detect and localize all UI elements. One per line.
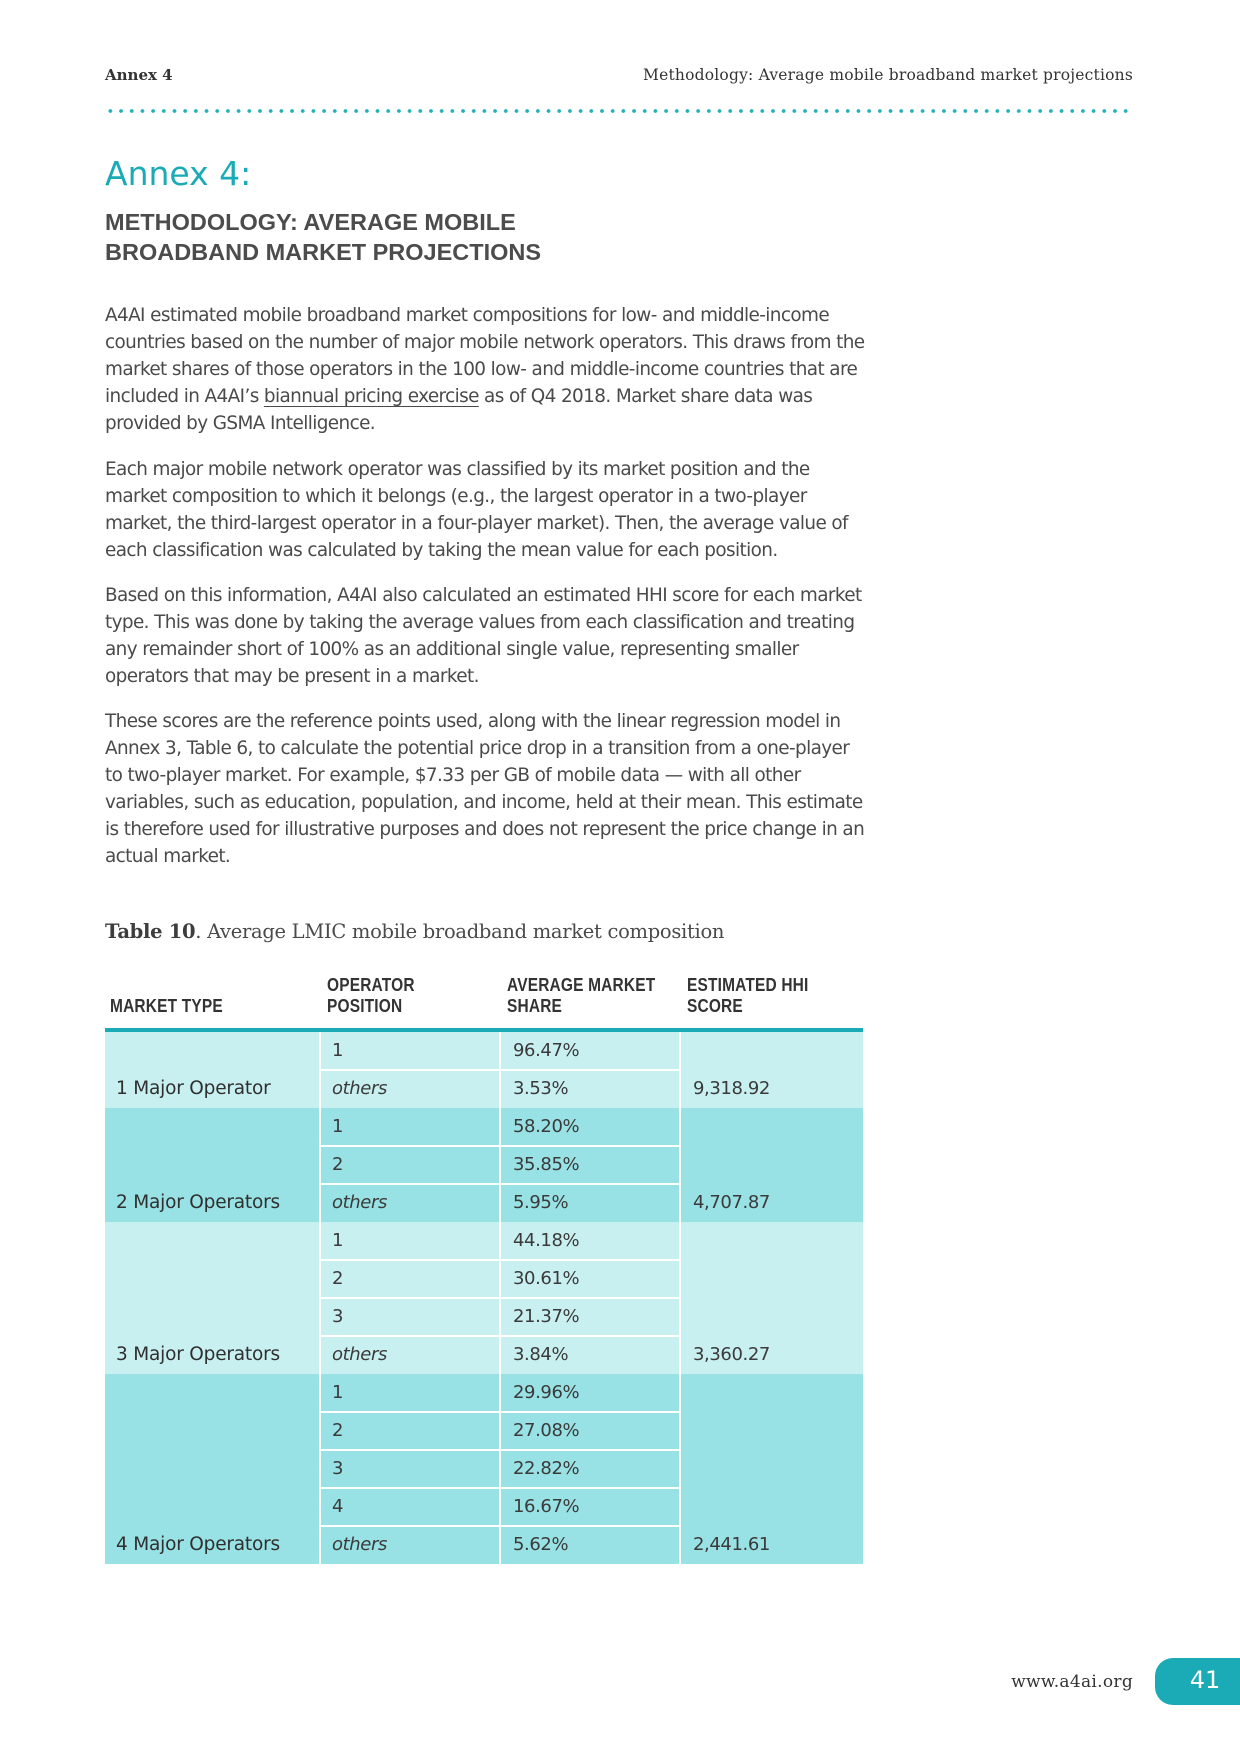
paragraph-2: Each major mobile network operator was classified by its market position and the market composition to which it belongs (e.g., the largest operator in a two-player market, the third-largest operator in a four-player market). Then, the average value of each classification was calculated by taking the mean value for each position. (105, 459, 848, 561)
header-divider (321, 960, 323, 1032)
row-separator (321, 1411, 679, 1413)
row-separator (321, 1449, 679, 1451)
footer-url[interactable]: www.a4ai.org (1011, 1672, 1133, 1692)
average-share-cell: 30.61% (513, 1268, 580, 1289)
operator-position-cell: others (332, 1534, 387, 1555)
row-separator (321, 1145, 679, 1147)
operator-position-cell: 1 (332, 1040, 344, 1061)
operator-position-cell: others (332, 1344, 387, 1365)
operator-position-cell: 2 (332, 1268, 344, 1289)
header-average-market-share (507, 975, 655, 1017)
header-average-share-line-2: SHARE (507, 996, 563, 1016)
hhi-score-cell: 9,318.92 (693, 1078, 770, 1099)
row-separator (321, 1525, 679, 1527)
average-share-cell: 21.37% (513, 1306, 580, 1327)
operator-position-cell: 4 (332, 1496, 344, 1517)
running-header-left: Annex 4 (105, 66, 173, 84)
market-type-cell: 1 Major Operator (116, 1078, 271, 1099)
market-type-cell: 3 Major Operators (116, 1344, 280, 1365)
market-group (105, 1374, 863, 1564)
average-share-cell: 58.20% (513, 1116, 580, 1137)
header-average-share-line-1: AVERAGE MARKET (507, 975, 656, 995)
average-share-cell: 16.67% (513, 1496, 580, 1517)
average-share-cell: 3.53% (513, 1078, 569, 1099)
average-share-cell: 22.82% (513, 1458, 580, 1479)
average-share-cell: 27.08% (513, 1420, 580, 1441)
market-group (105, 1108, 863, 1222)
table-caption (105, 920, 724, 943)
paragraph-4: These scores are the reference points used, along with the linear regression model in Annex 3, Table 6, to calculate the potential price drop in a transition from a one-player to two-player market. For example, $7.33 per GB of mobile data — with all other variables, such as education, population, and income, held at their mean. This estimate is therefore used for illustrative purposes and does not represent the price change in an actual market. (105, 711, 865, 867)
annex-title: Annex 4: (105, 154, 252, 193)
operator-position-cell: 2 (332, 1420, 344, 1441)
market-type-cell: 4 Major Operators (116, 1534, 280, 1555)
average-share-cell: 44.18% (513, 1230, 580, 1251)
pricing-exercise-link[interactable]: biannual pricing exercise (263, 386, 479, 407)
operator-position-cell: others (332, 1078, 387, 1099)
header-hhi-line-2: SCORE (687, 996, 743, 1016)
header-divider (501, 960, 503, 1032)
operator-position-cell: others (332, 1192, 387, 1213)
subtitle-line-1: METHODOLOGY: AVERAGE MOBILE (105, 209, 516, 235)
row-separator (321, 1335, 679, 1337)
operator-position-cell: 3 (332, 1458, 344, 1479)
column-separator (679, 1374, 681, 1564)
running-header-right: Methodology: Average mobile broadband market projections (643, 66, 1133, 84)
header-market-type: MARKET TYPE (110, 996, 223, 1016)
column-separator (319, 1374, 321, 1564)
market-type-cell: 2 Major Operators (116, 1192, 280, 1213)
market-group (105, 1032, 863, 1108)
paragraph-1 (105, 302, 865, 437)
average-share-cell: 96.47% (513, 1040, 580, 1061)
header-operator-position (327, 975, 415, 1017)
header-estimated-hhi (687, 975, 808, 1017)
row-separator (321, 1487, 679, 1489)
hhi-score-cell: 3,360.27 (693, 1344, 770, 1365)
paragraph-1-text-b: as of Q4 2018. Market share data was provided by GSMA Intelligence. (105, 386, 813, 434)
header-operator-position-line-2: POSITION (327, 996, 403, 1016)
operator-position-cell: 1 (332, 1116, 344, 1137)
page-number: 41 (1189, 1666, 1221, 1694)
average-share-cell: 3.84% (513, 1344, 569, 1365)
average-share-cell: 35.85% (513, 1154, 580, 1175)
section-subtitle (105, 207, 665, 267)
operator-position-cell: 2 (332, 1154, 344, 1175)
column-separator (499, 1108, 501, 1222)
column-separator (499, 1374, 501, 1564)
column-separator (679, 1032, 681, 1108)
table-caption-text: . Average LMIC mobile broadband market composition (195, 920, 725, 943)
header-hhi-line-1: ESTIMATED HHI (687, 975, 809, 995)
operator-position-cell: 3 (332, 1306, 344, 1327)
paragraph-3: Based on this information, A4AI also calculated an estimated HHI score for each market type. This was done by taking the average values from each classification and treating any remainder short of 100% as an additional single value, representing smaller operators that may be present in a market. (105, 585, 862, 687)
average-share-cell: 5.95% (513, 1192, 569, 1213)
average-share-cell: 29.96% (513, 1382, 580, 1403)
hhi-score-cell: 2,441.61 (693, 1534, 770, 1555)
operator-position-cell: 1 (332, 1382, 344, 1403)
operator-position-cell: 1 (332, 1230, 344, 1251)
table-caption-label: Table 10 (105, 920, 196, 943)
row-separator (321, 1183, 679, 1185)
header-divider (681, 960, 683, 1032)
subtitle-line-2: BROADBAND MARKET PROJECTIONS (105, 239, 542, 265)
hhi-score-cell: 4,707.87 (693, 1192, 770, 1213)
average-share-cell: 5.62% (513, 1534, 569, 1555)
market-composition-table (105, 1032, 863, 1564)
column-separator (679, 1108, 681, 1222)
column-separator (679, 1222, 681, 1374)
row-separator (321, 1259, 679, 1261)
row-separator (321, 1069, 679, 1071)
header-operator-position-line-1: OPERATOR (327, 975, 415, 995)
column-separator (319, 1108, 321, 1222)
row-separator (321, 1297, 679, 1299)
dotted-divider (105, 109, 1134, 113)
market-group (105, 1222, 863, 1374)
paragraph-1-text-a: A4AI estimated mobile broadband market compositions for low- and middle-income countries based on the number of major mobile network operators. This draws from the market shares of those operators in the 100 low- and middle-income countries that are included in A4AI’s (105, 305, 865, 407)
